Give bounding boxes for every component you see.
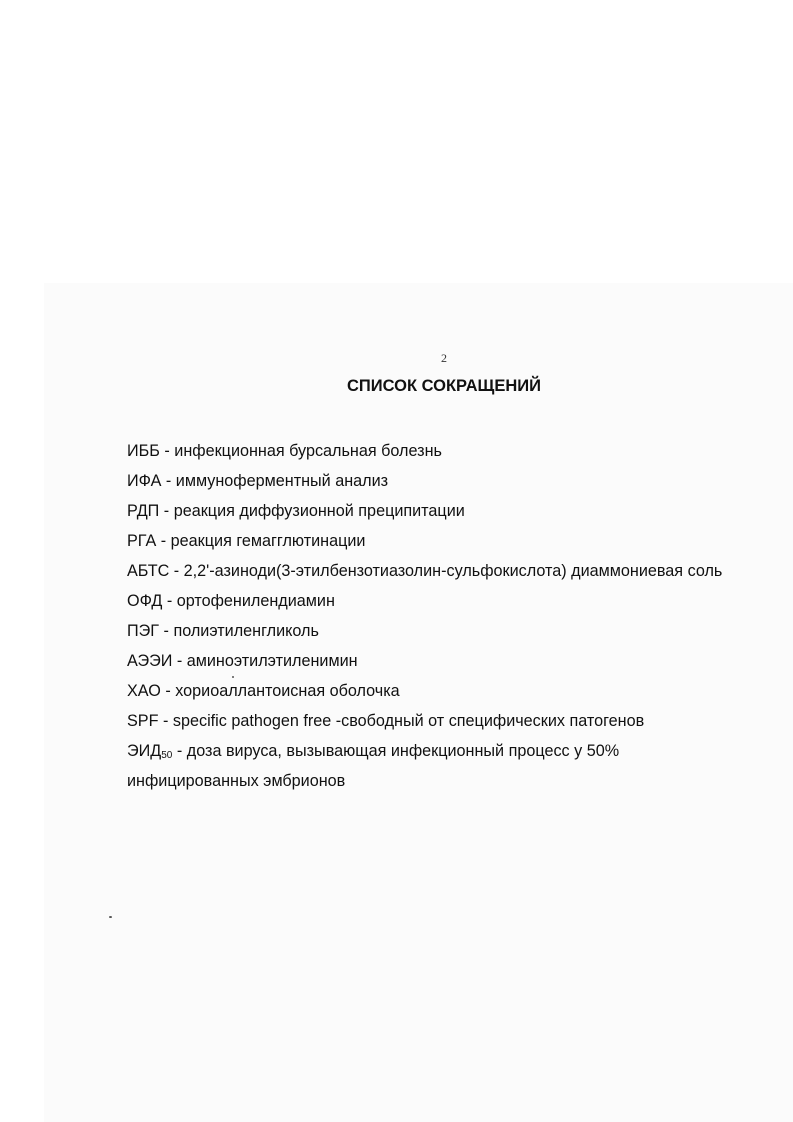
separator: - [159, 622, 174, 640]
separator: - [159, 502, 174, 520]
abbreviation: SPF [127, 712, 159, 730]
definition-continuation: инфицированных эмбрионов [127, 772, 346, 790]
separator: - [161, 472, 176, 490]
definition: хориоаллантоисная оболочка [175, 682, 400, 700]
definition: 2,2'-азиноди(3-этилбензотиазолин-сульфокислота) диаммониевая соль [183, 562, 723, 580]
separator: - [172, 742, 187, 760]
definition: иммуноферментный анализ [175, 472, 389, 490]
list-item [127, 676, 787, 706]
definition: ортофенилендиамин [176, 592, 335, 610]
abbreviation: ХАО [127, 682, 161, 700]
abbreviation: ЭИД [127, 742, 162, 760]
list-item [127, 586, 787, 616]
abbreviation: АЭЭИ [127, 652, 173, 670]
abbreviation: ИФА [127, 472, 162, 490]
separator: - [159, 442, 175, 460]
definition: аминоэтилэтиленимин [186, 652, 358, 670]
scan-speck [232, 676, 234, 678]
abbreviation: ОФД [127, 592, 163, 610]
definition: specific pathogen free -свободный от специфических патогенов [172, 712, 645, 730]
list-item [127, 496, 787, 526]
separator: - [162, 592, 177, 610]
abbreviation: РДП [127, 502, 160, 520]
page-title: СПИСОК СОКРАЩЕНИЙ [347, 377, 541, 395]
list-item [127, 526, 787, 556]
scan-speck [109, 916, 112, 918]
definition: полиэтиленгликоль [173, 622, 319, 640]
separator: - [169, 562, 184, 580]
definition: инфекционная бурсальная болезнь [174, 442, 442, 460]
definition: реакция диффузионной преципитации [173, 502, 465, 520]
list-item-eid50 [127, 736, 787, 766]
abbreviation: РГА [127, 532, 157, 550]
list-item [127, 646, 787, 676]
abbreviation-list [127, 436, 787, 796]
abbreviation-subscript: 50 [161, 750, 173, 761]
abbreviation: АБТС [127, 562, 170, 580]
list-item [127, 466, 787, 496]
separator: - [158, 712, 173, 730]
abbreviation: ПЭГ [127, 622, 160, 640]
abbreviation: ИББ [127, 442, 160, 460]
separator: - [156, 532, 171, 550]
list-item [127, 436, 787, 466]
page-number: 2 [441, 351, 447, 365]
list-item [127, 556, 787, 586]
separator: - [172, 652, 187, 670]
list-item [127, 616, 787, 646]
list-item [127, 706, 787, 736]
separator: - [160, 682, 176, 700]
definition: доза вируса, вызывающая инфекционный процесс у 50% [186, 742, 620, 760]
definition: реакция гемагглютинации [170, 532, 366, 550]
